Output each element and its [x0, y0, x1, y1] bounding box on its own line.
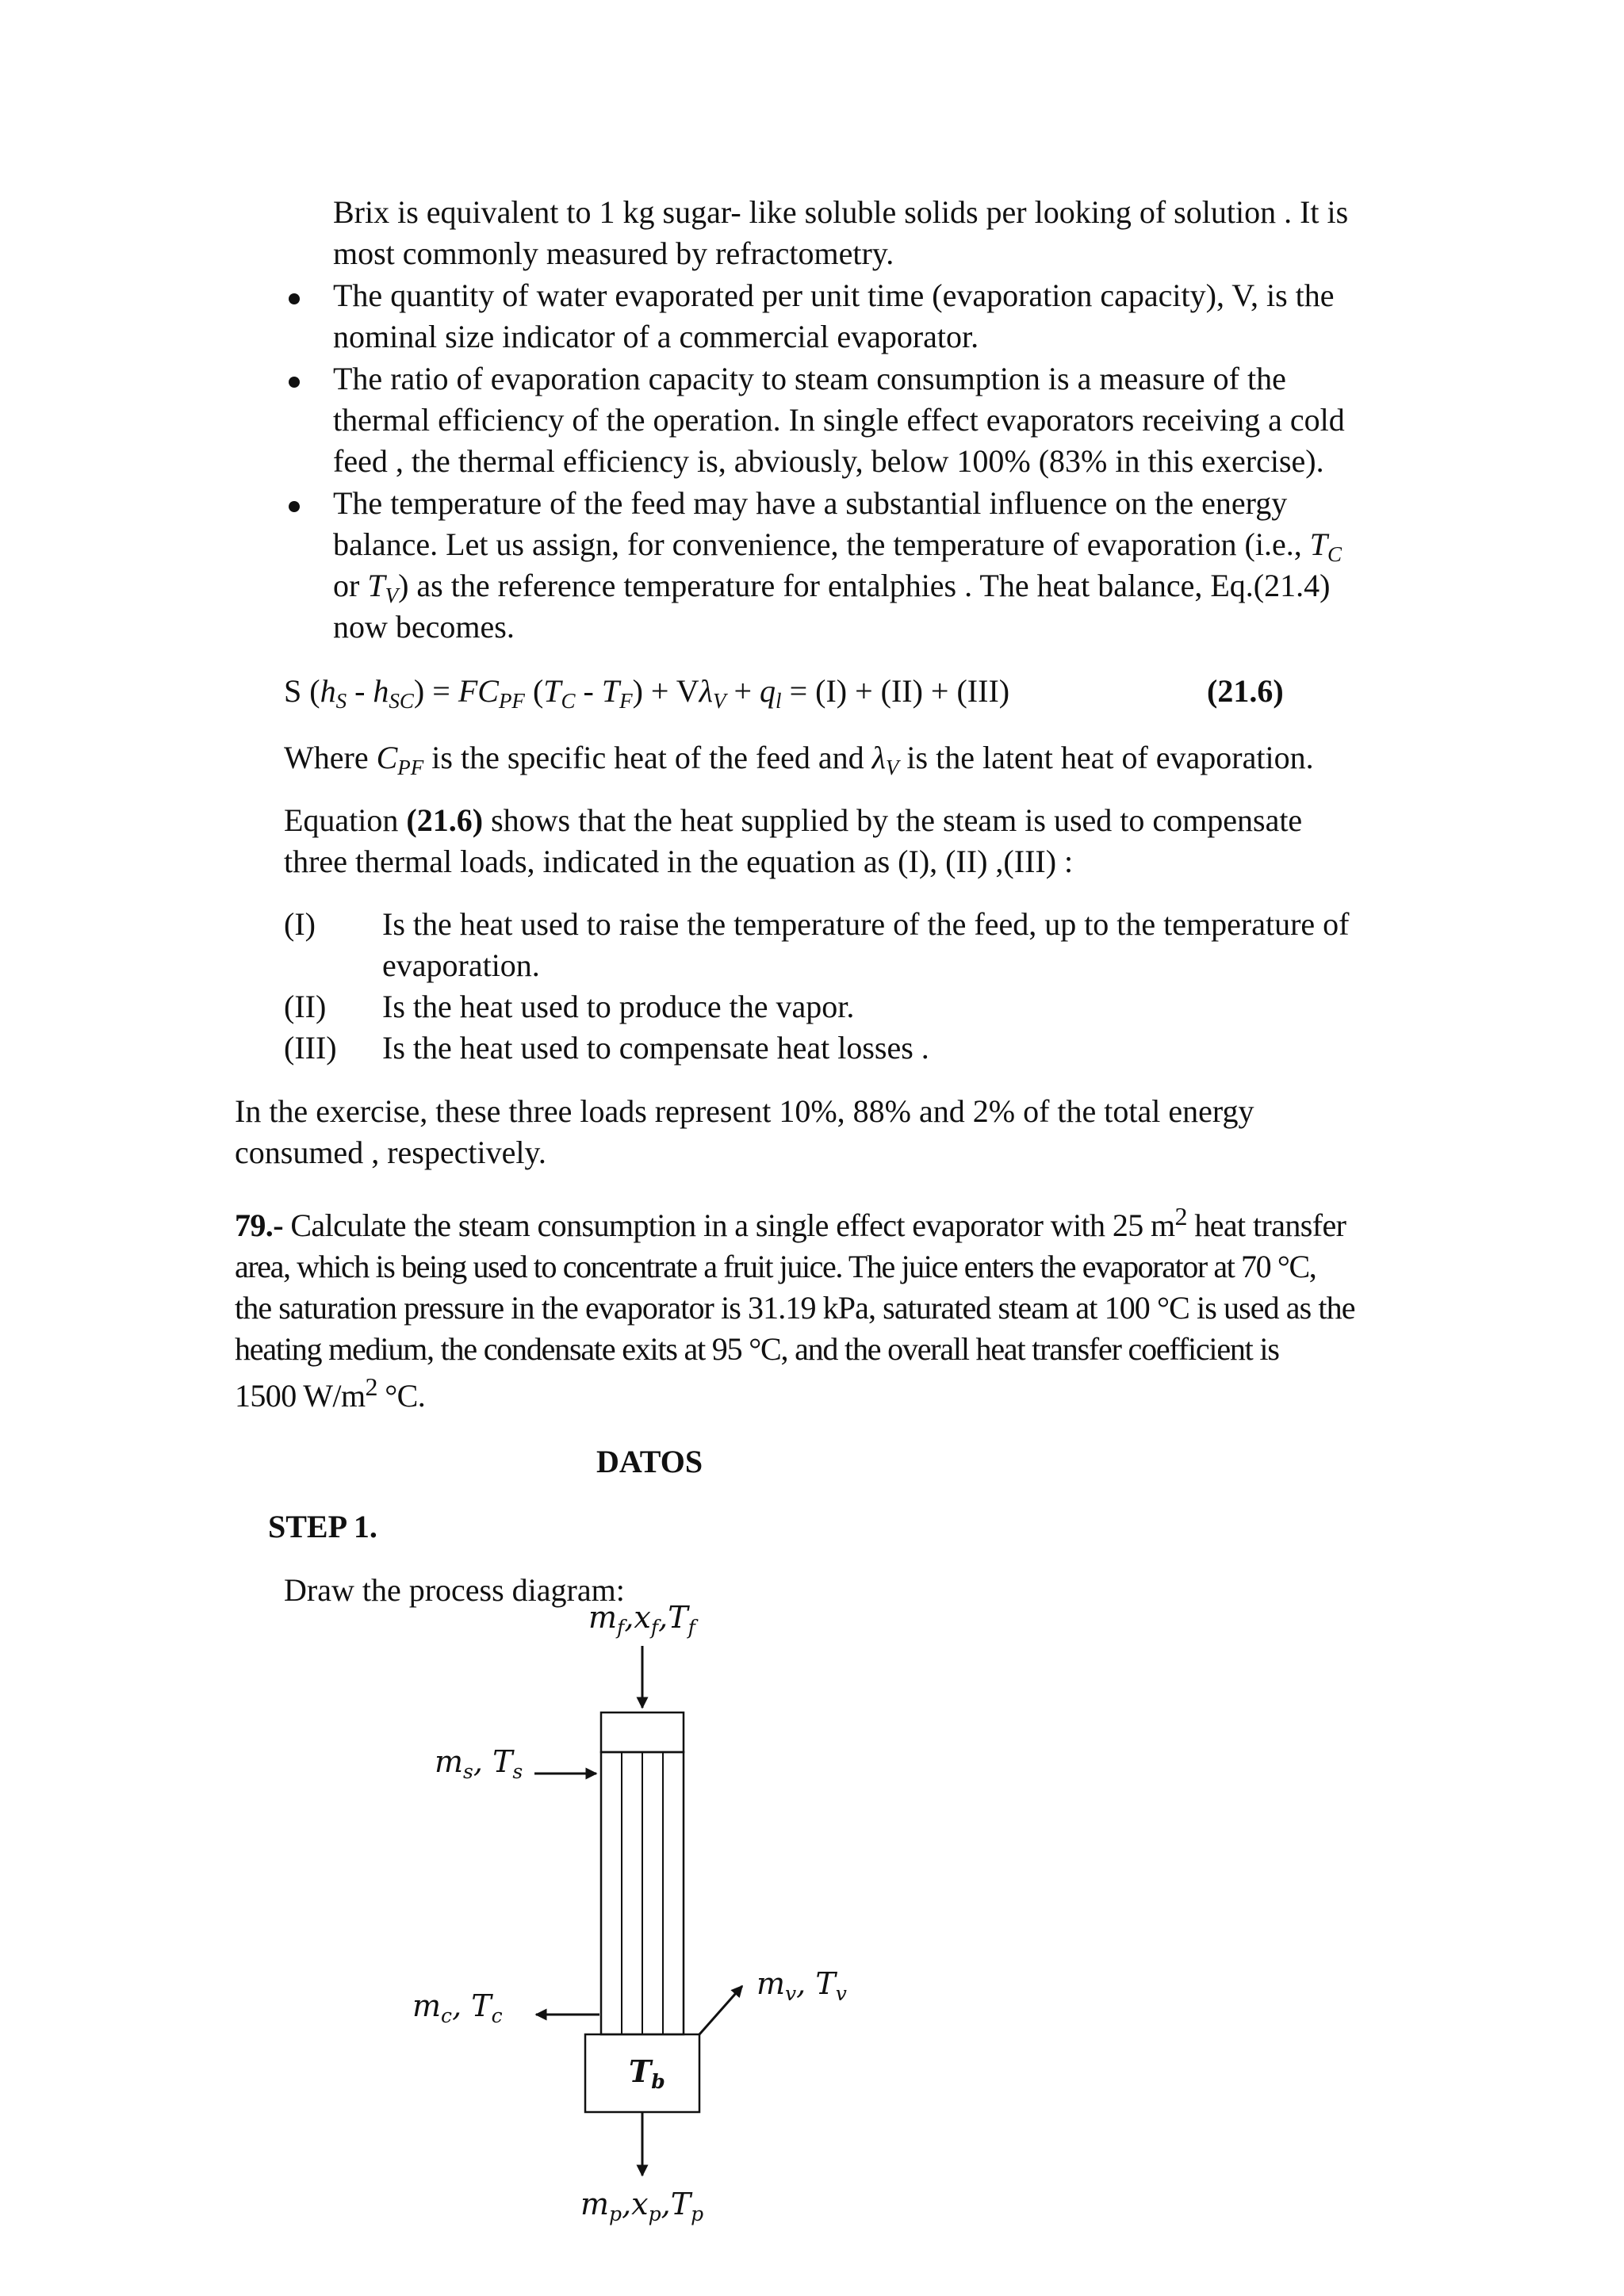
problem-line-5: 1500 $W/m^2$ °C.: [235, 1372, 426, 1414]
load-number: (I): [284, 906, 316, 942]
bullet-3-line-2: balance. Let us assign, for convenience, the temperature of evaporation (i.e., $T_C$: [333, 526, 1342, 566]
bullet-1-line-2: nominal size indicator of a commercial evaporator.: [333, 319, 979, 354]
summary-line-1: In the exercise, these three loads represent 10%, 88% and 2% of the total energy: [235, 1093, 1254, 1129]
bullet-2-line-3: feed , the thermal efficiency is, abviously, below 100% (83% in this exercise).: [333, 443, 1324, 479]
bullet-1-line-1: The quantity of water evaporated per unit time (evaporation capacity), V, is the: [333, 277, 1335, 313]
problem-line-1: 79.- Calculate the steam consumption in a single effect evaporator with 25 $m^2$ heat transfer: [235, 1202, 1346, 1243]
load-description: Is the heat used to raise the temperature of the feed, up to the temperature of: [382, 906, 1350, 942]
load-number: (II): [284, 989, 327, 1024]
bullet-3-line-4: now becomes.: [333, 609, 515, 645]
evaporator-top-chamber: [601, 1712, 684, 1752]
bullet-2-line-2: thermal efficiency of the operation. In single effect evaporators receiving a cold: [333, 402, 1345, 438]
step-heading: STEP 1.: [268, 1509, 377, 1544]
bullet-3-line-1: The temperature of the feed may have a substantial influence on the energy: [333, 485, 1288, 521]
condensate-label: $m_c$, $T_c$: [412, 1988, 503, 2027]
problem-line-4: heating medium, the condensate exits at 95 °C, and the overall heat transfer coefficient is: [235, 1331, 1279, 1367]
load-number: (III): [284, 1030, 337, 1066]
vapor-arrow: [699, 1986, 742, 2034]
problem-line-2: area, which is being used to concentrate a fruit juice. The juice enters the evaporator at 70 °C,: [235, 1249, 1316, 1284]
load-description: evaporation.: [382, 947, 540, 983]
where-line: Where $C_{PF}$ is the specific heat of the feed and $\lambda_V$ is the latent heat of evaporation.: [284, 740, 1314, 779]
bullet-2-line-1: The ratio of evaporation capacity to steam consumption is a measure of the: [333, 361, 1286, 396]
bullet-3-line-3: or $T_V$) as the reference temperature for entalphies . The heat balance, Eq.(21.4): [333, 568, 1331, 607]
equation-number: (21.6): [1207, 673, 1284, 709]
equation-explanation-line-2: three thermal loads, indicated in the equation as (I), (II) ,(III) :: [284, 844, 1074, 879]
load-description: Is the heat used to produce the vapor.: [382, 989, 855, 1024]
equation-explanation-line-1: Equation (21.6) shows that the heat supplied by the steam is used to compensate: [284, 802, 1303, 838]
equation-21-6: S $(h_S - h_{SC}) = FC_{PF}$ $(T_C - T_F) + V\lambda_V + q_l = (I) + (II) + (III)$: [284, 673, 1010, 713]
feed-label: $m_f,x_f,T_f$: [588, 1600, 695, 1639]
intro-line-1: Brix is equivalent to 1 kg sugar- like soluble solids per looking of solution . It is: [333, 194, 1349, 230]
summary-line-2: consumed , respectively.: [235, 1135, 546, 1170]
datos-heading: DATOS: [596, 1444, 703, 1479]
load-description: Is the heat used to compensate heat losses .: [382, 1030, 929, 1066]
intro-line-2: most commonly measured by refractometry.: [333, 235, 894, 271]
draw-instruction: Draw the process diagram:: [284, 1572, 625, 1608]
vapor-label: $m_v$, $T_v$: [756, 1966, 847, 2005]
boiling-temperature-label: $T_b$: [629, 2053, 665, 2093]
problem-line-3: the saturation pressure in the evaporator is 31.19 kPa, saturated steam at 100 °C is used as the: [235, 1290, 1355, 1326]
product-label: $m_p,x_p,T_p$: [580, 2187, 704, 2225]
steam-label: $m_s$, $T_s$: [435, 1744, 523, 1783]
